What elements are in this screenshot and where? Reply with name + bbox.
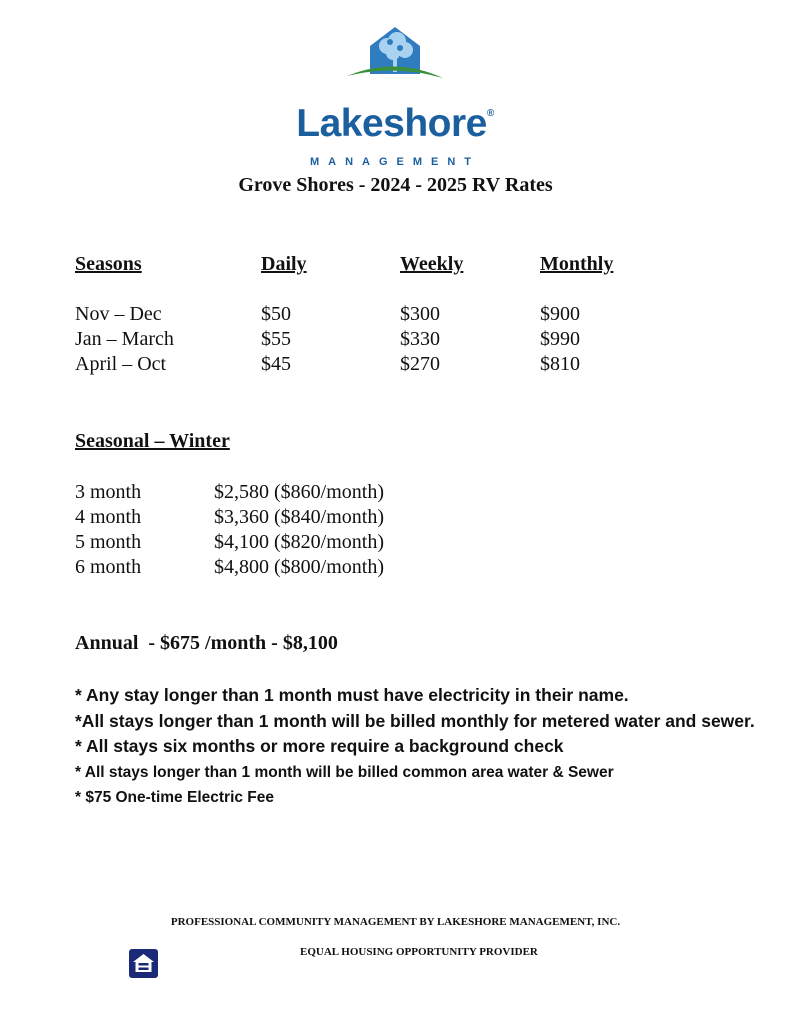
header-weekly: Weekly [400, 253, 464, 275]
seasonal-title: Seasonal – Winter [75, 430, 230, 452]
rate-season: Jan – March [75, 328, 174, 350]
note-item: * All stays longer than 1 month will be billed common area water & Sewer [75, 763, 614, 781]
page-title: Grove Shores - 2024 - 2025 RV Rates [238, 174, 553, 196]
house-tree-logo-icon [345, 24, 445, 82]
note-item: * $75 One-time Electric Fee [75, 789, 275, 806]
seasonal-price: $4,100 ($820/month) [214, 531, 384, 553]
header-monthly: Monthly [540, 253, 614, 275]
company-logo [290, 24, 500, 168]
rate-monthly: $810 [540, 353, 580, 375]
rate-season: April – Oct [75, 353, 167, 375]
rate-weekly: $300 [400, 303, 440, 325]
seasonal-price: $3,360 ($840/month) [214, 506, 384, 528]
footer-management: PROFESSIONAL COMMUNITY MANAGEMENT BY LAKESHORE MANAGEMENT, INC. [170, 916, 621, 928]
rate-daily: $55 [261, 328, 291, 350]
annual-rate: Annual - $675 /month - $8,100 [75, 632, 338, 654]
header-daily: Daily [261, 253, 307, 275]
seasonal-price: $2,580 ($860/month) [214, 481, 384, 503]
brand-name: Lakeshore® [296, 102, 494, 145]
rate-monthly: $900 [540, 303, 580, 325]
footer-equal-housing: EQUAL HOUSING OPPORTUNITY PROVIDER [300, 946, 538, 958]
notes-list [75, 683, 755, 811]
rate-monthly: $990 [540, 328, 580, 350]
equal-housing-icon [129, 949, 158, 978]
rate-weekly: $330 [400, 328, 440, 350]
note-item: * Any stay longer than 1 month must have electricity in their name. [75, 685, 629, 705]
seasonal-price: $4,800 ($800/month) [214, 556, 384, 578]
seasonal-term: 3 month [75, 481, 142, 503]
seasonal-term: 6 month [75, 556, 142, 578]
note-item: * All stays six months or more require a background check [75, 736, 564, 756]
seasonal-term: 4 month [75, 506, 142, 528]
rate-daily: $50 [261, 303, 291, 325]
rate-daily: $45 [261, 353, 291, 375]
header-seasons: Seasons [75, 253, 142, 275]
note-item: *All stays longer than 1 month will be billed monthly for metered water and sewer. [75, 710, 755, 731]
rate-weekly: $270 [400, 353, 440, 375]
seasonal-term: 5 month [75, 531, 142, 553]
rate-season: Nov – Dec [75, 303, 162, 325]
brand-subtitle: MANAGEMENT [309, 156, 481, 168]
